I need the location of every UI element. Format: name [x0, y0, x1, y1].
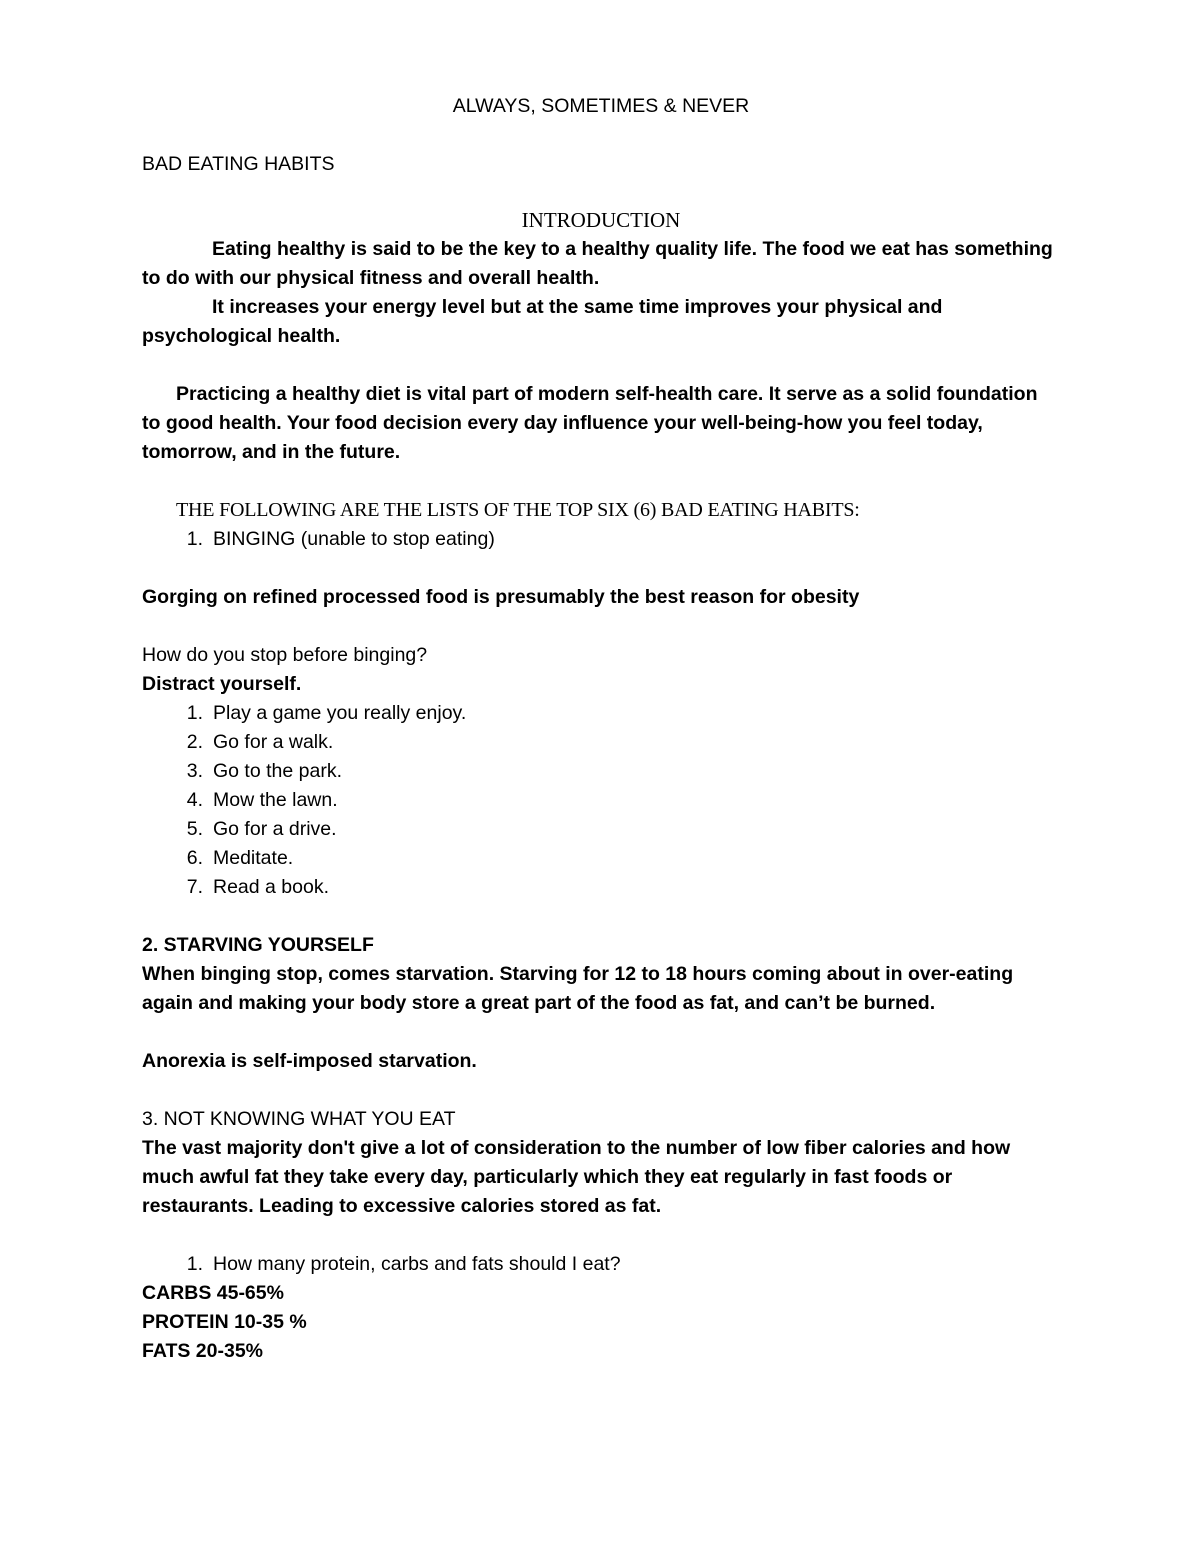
list-item-text: Read a book. [213, 876, 330, 898]
list-number: 7. [186, 876, 203, 898]
distract-heading: Distract yourself. [142, 673, 302, 695]
list-item [142, 873, 1060, 902]
habit-item-binging [142, 525, 1060, 554]
habit2-description: When binging stop, comes starvation. Starving for 12 to 18 hours coming about in over-eating again and making your body store a great part of the food as fat, and can’t be burned. [142, 963, 1014, 1014]
list-item [142, 844, 1060, 873]
document-title: ALWAYS, SOMETIMES & NEVER [452, 95, 750, 117]
list-item-text: Mow the lawn. [213, 789, 338, 811]
list-number: 2. [186, 731, 203, 753]
intro-heading: INTRODUCTION [521, 208, 681, 232]
list-item [142, 815, 1060, 844]
list-item-text: Go for a walk. [213, 731, 334, 753]
habit-list [142, 525, 1060, 554]
list-item-text: Play a game you really enjoy. [213, 702, 467, 724]
list-item-text: Meditate. [213, 847, 294, 869]
list-item-text: Go to the park. [213, 760, 342, 782]
list-number: 3. [186, 760, 203, 782]
macro-carbs: CARBS 45-65% [142, 1282, 284, 1304]
list-item [142, 699, 1060, 728]
bad-habits-list-heading: THE FOLLOWING ARE THE LISTS OF THE TOP SIX (6) BAD EATING HABITS: [176, 499, 860, 521]
habit-label: BINGING (unable to stop eating) [213, 528, 495, 550]
distract-list [142, 699, 1060, 902]
habit3-description: The vast majority don't give a lot of consideration to the number of low fiber calories and how much awful fat they take every day, particularly which they eat regularly in fast foods or restaurants. Leading to excessive calories stored as fat. [142, 1137, 1011, 1217]
list-item-text: Go for a drive. [213, 818, 337, 840]
macro-fats: FATS 20-35% [142, 1340, 264, 1362]
list-number: 1. [186, 528, 203, 550]
habit2-note: Anorexia is self-imposed starvation. [142, 1050, 477, 1072]
habit2-heading: 2. STARVING YOURSELF [142, 934, 374, 956]
intro-paragraph-1: Eating healthy is said to be the key to a healthy quality life. The food we eat has something to do with our physical fitness and overall health. [142, 238, 1053, 289]
intro-paragraph-2: It increases your energy level but at the same time improves your physical and psychological health. [142, 296, 943, 347]
habit3-heading: 3. NOT KNOWING WHAT YOU EAT [142, 1108, 456, 1130]
question-stop-binging: How do you stop before binging? [142, 644, 428, 666]
list-item [142, 757, 1060, 786]
list-number: 4. [186, 789, 203, 811]
list-item [142, 728, 1060, 757]
macro-question: How many protein, carbs and fats should I eat? [213, 1253, 621, 1275]
list-item [142, 786, 1060, 815]
list-number: 5. [186, 818, 203, 840]
list-number: 6. [186, 847, 203, 869]
list-item [142, 1250, 1060, 1279]
intro-paragraph-3: Practicing a healthy diet is vital part of modern self-health care. It serve as a solid foundation to good health. Your food decision every day influence your well-being-how you feel today, tomorrow, and in the future. [142, 383, 1038, 463]
list-number: 1. [186, 702, 203, 724]
macro-protein: PROTEIN 10-35 % [142, 1311, 307, 1333]
list-number: 1. [186, 1253, 203, 1275]
section-heading: BAD EATING HABITS [142, 153, 335, 175]
macro-question-list [142, 1250, 1060, 1279]
habit1-description: Gorging on refined processed food is presumably the best reason for obesity [142, 586, 860, 608]
